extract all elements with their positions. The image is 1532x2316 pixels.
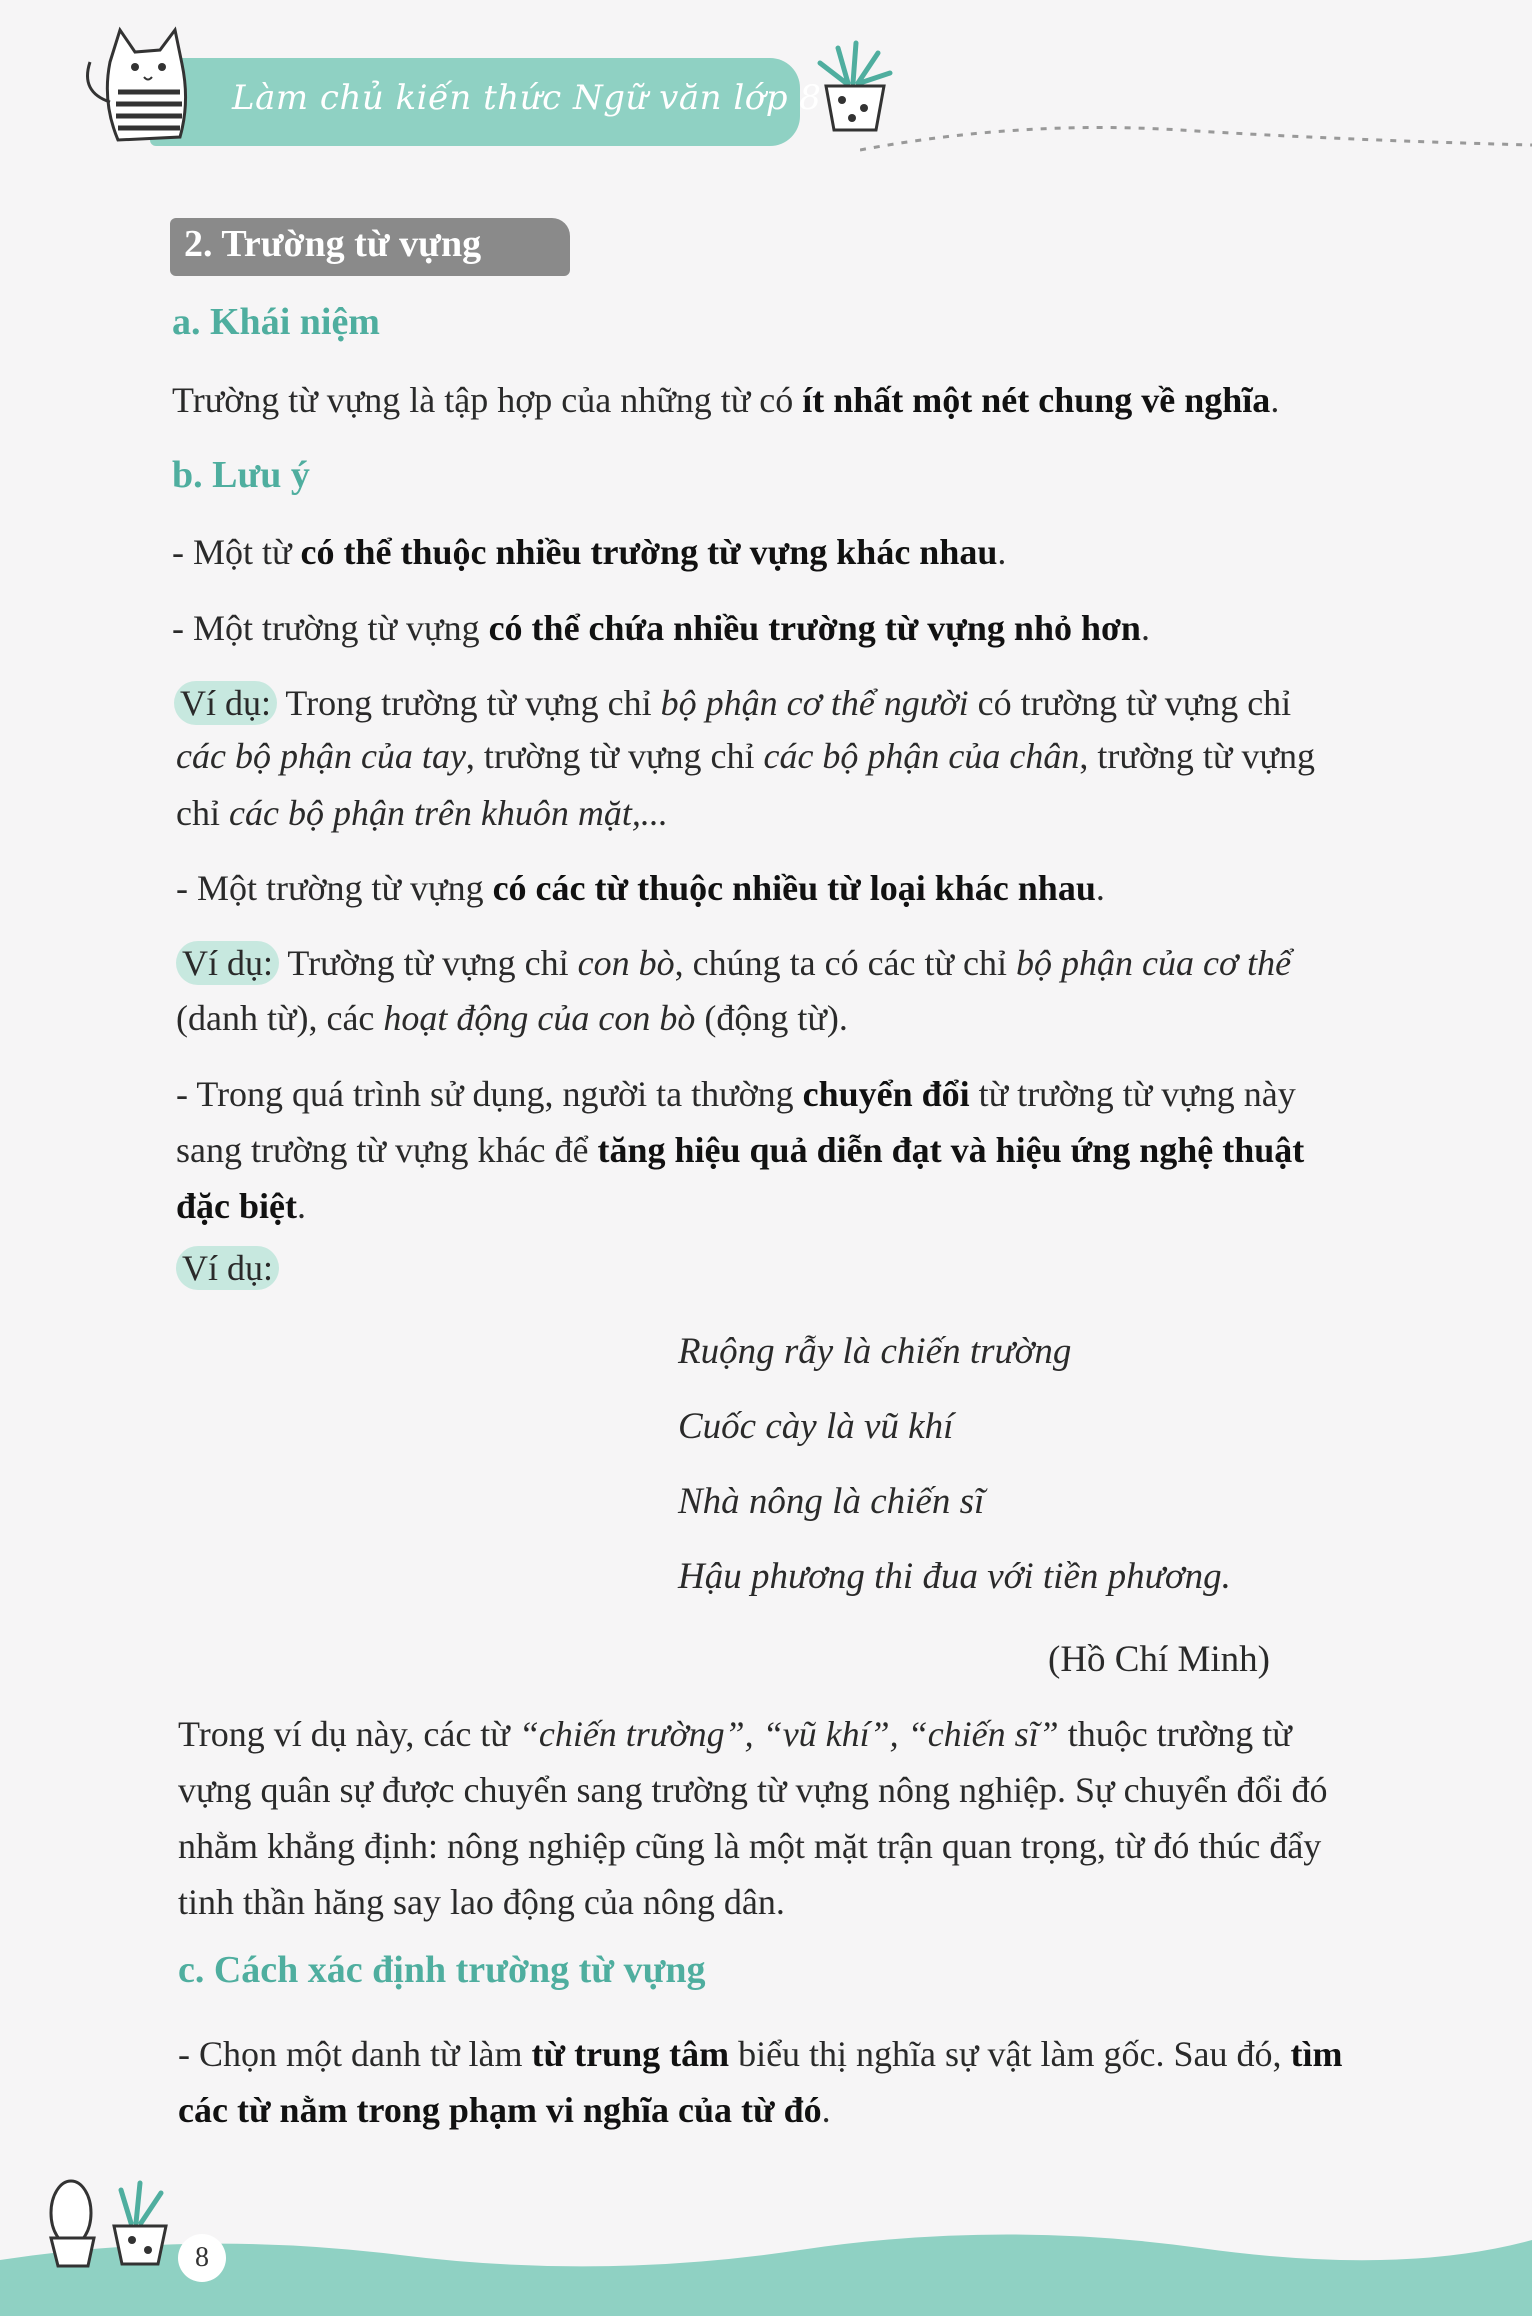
bold-span: các từ nằm trong phạm vi nghĩa của từ đó [178, 2090, 822, 2130]
text-span: . [821, 2090, 831, 2130]
text-span: . [1140, 608, 1150, 648]
poem-author: (Hồ Chí Minh) [1048, 1639, 1270, 1680]
explain-line-4: tinh thần hăng say lao động của nông dân. [178, 1882, 785, 1922]
text-span: - Một từ [172, 532, 301, 572]
text-span: - Trong quá trình sử dụng, người ta thường [176, 1074, 803, 1114]
text-span: sang trường từ vựng khác để [176, 1130, 598, 1170]
text-span: Trong trường từ vựng chỉ [277, 683, 661, 723]
text-span: biểu thị nghĩa sự vật làm gốc. Sau đó, [729, 2034, 1291, 2074]
text-span: . [1095, 868, 1105, 908]
text-span: - Chọn một danh từ làm [178, 2034, 532, 2074]
heading-c: c. Cách xác định trường từ vựng [178, 1949, 706, 1991]
text-span: - Một trường từ vựng [172, 608, 489, 648]
example-2-line-1 [176, 935, 1291, 991]
text-span: (động từ). [695, 998, 848, 1038]
bold-span: đặc biệt [176, 1186, 297, 1226]
note-4-line-2 [176, 1122, 1304, 1178]
italic-span: bộ phận cơ thể người [660, 683, 969, 723]
bold-span: có thể thuộc nhiều trường từ vựng khác nhau [300, 532, 998, 572]
poem-line: Cuốc cày là vũ khí [678, 1406, 954, 1447]
poem-line: Hậu phương thi đua với tiền phương. [678, 1556, 1231, 1597]
example-1-line-1 [174, 675, 1291, 731]
text-span: . [1270, 380, 1280, 420]
text-span: Trường từ vựng là tập hợp của những từ có [172, 380, 803, 420]
bold-span: có thể chứa nhiều trường từ vựng nhỏ hơn [488, 608, 1141, 648]
note-1 [172, 524, 1006, 580]
text-span: , trường từ vựng chỉ [465, 736, 764, 776]
italic-span: các bộ phận của tay [176, 736, 466, 776]
explain-line-1 [178, 1706, 1292, 1762]
example-tag: Ví dụ: [176, 941, 279, 985]
cat-icon [80, 22, 230, 157]
explain-line-3: nhằm khẳng định: nông nghiệp cũng là một mặt trận quan trọng, từ đó thúc đẩy [178, 1826, 1322, 1866]
explain-line-2: vựng quân sự được chuyển sang trường từ vựng nông nghiệp. Sự chuyển đổi đó [178, 1770, 1328, 1810]
definition-text [172, 372, 1279, 428]
section-title: 2. Trường từ vựng [184, 223, 482, 265]
poem-line: Nhà nông là chiến sĩ [678, 1481, 985, 1522]
note-2 [172, 600, 1150, 656]
italic-span: các bộ phận của chân [763, 736, 1080, 776]
example-2-line-2 [176, 990, 848, 1046]
text-span: . [997, 532, 1007, 572]
poem-line: Ruộng rẫy là chiến trường [678, 1331, 1072, 1372]
italic-span: “chiến trường”, “vũ khí”, “chiến sĩ” [518, 1714, 1059, 1754]
text-span: . [297, 1186, 306, 1226]
cactus-icon [36, 2168, 186, 2268]
italic-span: các bộ phận trên khuôn mặt,... [228, 793, 668, 833]
text-span: (danh từ), các [176, 998, 384, 1038]
method-line-2 [178, 2082, 831, 2138]
header-title: Làm chủ kiến thức Ngữ văn lớp 8 [232, 78, 822, 118]
text-span: có trường từ vựng chỉ [968, 683, 1292, 723]
dashed-line [860, 100, 1532, 160]
example-tag: Ví dụ: [174, 681, 277, 725]
page-number: 8 [178, 2234, 226, 2282]
text-span: Trường từ vựng chỉ [279, 943, 578, 983]
bold-span: tăng hiệu quả diễn đạt và hiệu ứng nghệ thuật [597, 1130, 1305, 1170]
bold-span: tìm [1290, 2034, 1343, 2074]
example-1-line-2 [176, 728, 1315, 784]
text-span: , trường từ vựng [1079, 736, 1315, 776]
note-4-line-1 [176, 1066, 1296, 1122]
footer-wave [0, 2220, 1532, 2316]
italic-span: bộ phận của cơ thể [1016, 943, 1292, 983]
bold-span: ít nhất một nét chung về nghĩa [802, 380, 1271, 420]
note-3 [176, 860, 1105, 916]
bold-span: có các từ thuộc nhiều từ loại khác nhau [492, 868, 1096, 908]
text-span: Trong ví dụ này, các từ [178, 1714, 519, 1754]
heading-b: b. Lưu ý [172, 454, 310, 496]
text-span: từ trường từ vựng này [969, 1074, 1296, 1114]
italic-span: hoạt động của con bò [383, 998, 696, 1038]
text-span: , chúng ta có các từ chỉ [674, 943, 1016, 983]
italic-span: con bò [577, 943, 675, 983]
method-line-1 [178, 2026, 1342, 2082]
example-3-label [176, 1240, 279, 1296]
text-span: thuộc trường từ [1058, 1714, 1292, 1754]
bold-span: chuyển đổi [802, 1074, 970, 1114]
heading-a: a. Khái niệm [172, 301, 380, 343]
example-1-line-3 [176, 785, 668, 841]
note-4-line-3 [176, 1178, 306, 1234]
bold-span: từ trung tâm [531, 2034, 730, 2074]
example-tag: Ví dụ: [176, 1246, 279, 1290]
text-span: - Một trường từ vựng [176, 868, 493, 908]
text-span: chỉ [176, 793, 229, 833]
